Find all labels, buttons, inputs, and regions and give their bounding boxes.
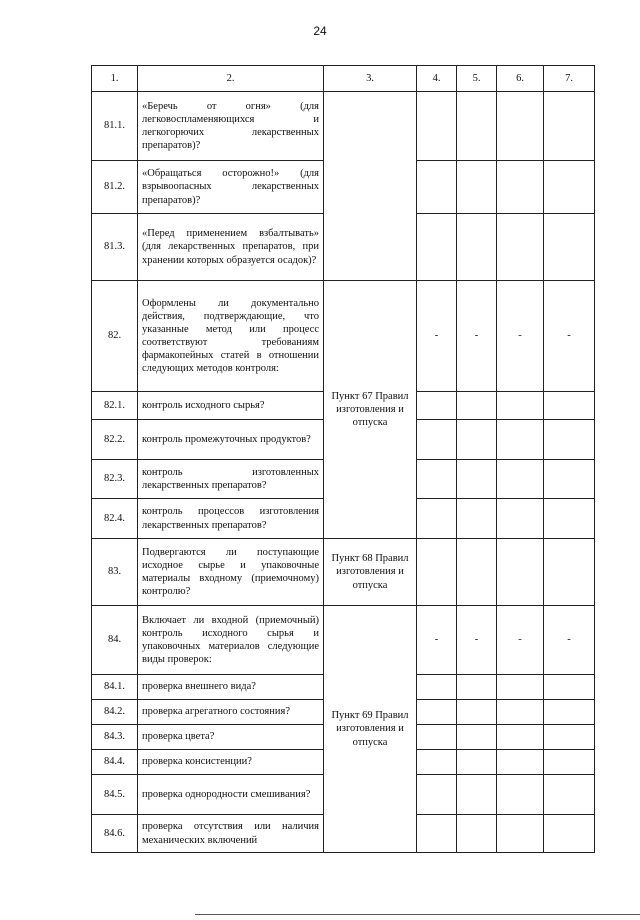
answer-cell <box>417 460 457 499</box>
answer-cell <box>417 675 457 700</box>
row-number: 82.4. <box>92 499 138 539</box>
header-col-6: 6. <box>497 66 544 92</box>
answer-cell <box>497 700 544 725</box>
dash-cell: - <box>544 606 595 675</box>
row-number: 81.1. <box>92 92 138 161</box>
question-text: проверка однородности смешивания? <box>138 775 324 815</box>
table-row <box>92 92 595 161</box>
row-number: 83. <box>92 539 138 606</box>
answer-cell <box>544 775 595 815</box>
question-text: «Обращаться осторожно!» (для взрывоопасных лекарственных препаратов)? <box>138 161 324 214</box>
answer-cell <box>457 539 497 606</box>
checklist-table <box>91 65 595 853</box>
reference-cell: Пункт 67 Правил изготовления и отпуска <box>324 281 417 539</box>
answer-cell <box>544 539 595 606</box>
answer-cell <box>417 92 457 161</box>
row-number: 81.2. <box>92 161 138 214</box>
answer-cell <box>497 460 544 499</box>
bottom-divider <box>195 914 640 915</box>
answer-cell <box>457 750 497 775</box>
question-text: контроль исходного сырья? <box>138 392 324 420</box>
answer-cell <box>544 675 595 700</box>
header-col-4: 4. <box>417 66 457 92</box>
row-number: 84.6. <box>92 815 138 853</box>
table-row <box>92 281 595 392</box>
question-text: проверка отсутствия или наличия механических включений <box>138 815 324 853</box>
header-col-2: 2. <box>138 66 324 92</box>
question-text: Включает ли входной (приемочный) контроль исходного сырья и упаковочных материалов следующие виды проверок: <box>138 606 324 675</box>
answer-cell <box>544 815 595 853</box>
row-number: 84.2. <box>92 700 138 725</box>
answer-cell <box>544 499 595 539</box>
answer-cell <box>544 700 595 725</box>
answer-cell <box>417 815 457 853</box>
header-row <box>92 66 595 92</box>
answer-cell <box>544 420 595 460</box>
question-text: Оформлены ли документально действия, подтверждающие, что указанные метод или процесс соответствуют требованиям фармакопейных статей в отношении следующих методов контроля: <box>138 281 324 392</box>
answer-cell <box>417 750 457 775</box>
reference-cell: Пункт 68 Правил изготовления и отпуска <box>324 539 417 606</box>
answer-cell <box>417 214 457 281</box>
answer-cell <box>457 815 497 853</box>
question-text: проверка внешнего вида? <box>138 675 324 700</box>
answer-cell <box>544 161 595 214</box>
question-text: проверка консистенции? <box>138 750 324 775</box>
answer-cell <box>457 775 497 815</box>
answer-cell <box>457 161 497 214</box>
question-text: проверка агрегатного состояния? <box>138 700 324 725</box>
dash-cell: - <box>457 606 497 675</box>
row-number: 82.3. <box>92 460 138 499</box>
answer-cell <box>497 775 544 815</box>
reference-cell-empty <box>324 92 417 281</box>
answer-cell <box>544 750 595 775</box>
answer-cell <box>457 392 497 420</box>
answer-cell <box>497 214 544 281</box>
page-number: 24 <box>313 24 327 38</box>
row-number: 84.4. <box>92 750 138 775</box>
question-text: контроль изготовленных лекарственных препаратов? <box>138 460 324 499</box>
answer-cell <box>457 214 497 281</box>
answer-cell <box>457 700 497 725</box>
header-col-3: 3. <box>324 66 417 92</box>
answer-cell <box>544 392 595 420</box>
answer-cell <box>417 700 457 725</box>
answer-cell <box>417 775 457 815</box>
question-text: «Перед применением взбалтывать» (для лекарственных препаратов, при хранении которых образуется осадок)? <box>138 214 324 281</box>
table-row <box>92 606 595 675</box>
dash-cell: - <box>417 281 457 392</box>
row-number: 82. <box>92 281 138 392</box>
dash-cell: - <box>417 606 457 675</box>
answer-cell <box>544 725 595 750</box>
answer-cell <box>417 725 457 750</box>
header-col-5: 5. <box>457 66 497 92</box>
answer-cell <box>497 750 544 775</box>
question-text: Подвергаются ли поступающие исходное сырье и упаковочные материалы входному (приемочному) контролю? <box>138 539 324 606</box>
answer-cell <box>457 675 497 700</box>
row-number: 84.3. <box>92 725 138 750</box>
table-row <box>92 539 595 606</box>
answer-cell <box>544 214 595 281</box>
answer-cell <box>544 92 595 161</box>
answer-cell <box>417 499 457 539</box>
answer-cell <box>457 725 497 750</box>
answer-cell <box>457 420 497 460</box>
answer-cell <box>417 392 457 420</box>
row-number: 82.2. <box>92 420 138 460</box>
answer-cell <box>497 92 544 161</box>
question-text: контроль процессов изготовления лекарственных препаратов? <box>138 499 324 539</box>
answer-cell <box>417 420 457 460</box>
question-text: проверка цвета? <box>138 725 324 750</box>
answer-cell <box>497 420 544 460</box>
row-number: 84.1. <box>92 675 138 700</box>
answer-cell <box>497 815 544 853</box>
reference-cell: Пункт 69 Правил изготовления и отпуска <box>324 606 417 853</box>
row-number: 84. <box>92 606 138 675</box>
answer-cell <box>417 161 457 214</box>
row-number: 82.1. <box>92 392 138 420</box>
answer-cell <box>497 675 544 700</box>
answer-cell <box>497 161 544 214</box>
answer-cell <box>497 392 544 420</box>
dash-cell: - <box>544 281 595 392</box>
answer-cell <box>417 539 457 606</box>
header-col-1: 1. <box>92 66 138 92</box>
header-col-7: 7. <box>544 66 595 92</box>
row-number: 84.5. <box>92 775 138 815</box>
row-number: 81.3. <box>92 214 138 281</box>
answer-cell <box>497 725 544 750</box>
answer-cell <box>457 499 497 539</box>
question-text: «Беречь от огня» (для легковоспламеняющихся и легкогорючих лекарственных препаратов)? <box>138 92 324 161</box>
dash-cell: - <box>497 606 544 675</box>
answer-cell <box>497 539 544 606</box>
answer-cell <box>544 460 595 499</box>
dash-cell: - <box>497 281 544 392</box>
answer-cell <box>457 92 497 161</box>
dash-cell: - <box>457 281 497 392</box>
answer-cell <box>497 499 544 539</box>
question-text: контроль промежуточных продуктов? <box>138 420 324 460</box>
answer-cell <box>457 460 497 499</box>
